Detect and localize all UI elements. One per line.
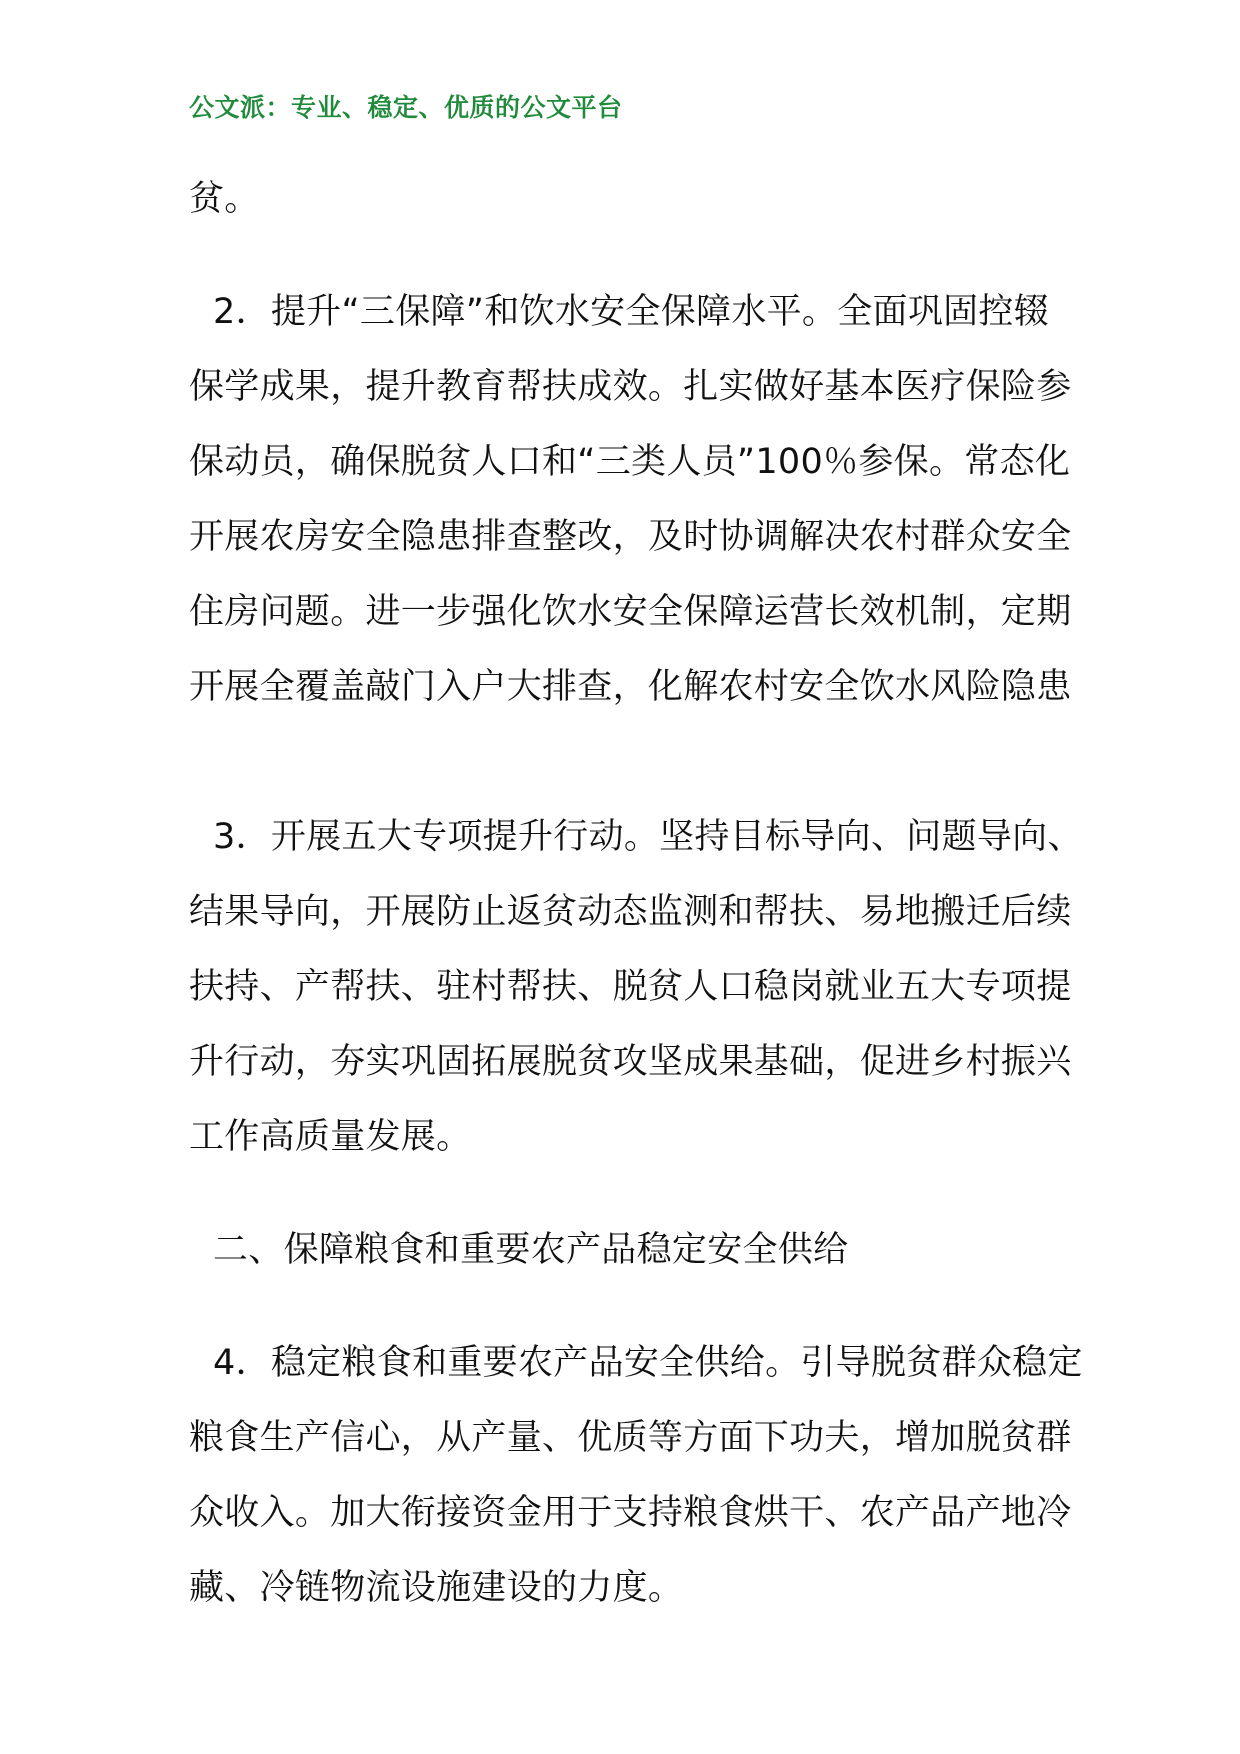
text-line: 4．稳定粮食和重要农产品安全供给。引导脱贫群众稳定 [213, 1343, 1083, 1383]
text-line: 藏、冷链物流设施建设的力度。 [189, 1568, 684, 1608]
text-line: 保动员，确保脱贫人口和“三类人员”100％参保。常态化 [189, 442, 1071, 482]
text-line: 保学成果，提升教育帮扶成效。扎实做好基本医疗保险参 [189, 367, 1072, 407]
paragraph-gap [189, 1181, 1059, 1219]
text-line: 粮食生产信心，从产量、优质等方面下功夫，增加脱贫群 [189, 1418, 1072, 1458]
page-header-brand: 公文派：专业、稳定、优质的公文平台 [189, 93, 623, 122]
document-body [189, 168, 1083, 1632]
paragraph-gap [189, 1294, 1059, 1332]
text-line: 众收入。加大衔接资金用于支持粮食烘干、农产品产地冷 [189, 1493, 1072, 1533]
text-line: 住房问题。进一步强化饮水安全保障运营长效机制，定期 [189, 592, 1072, 632]
paragraph-gap [189, 243, 1059, 281]
text-line: 结果导向，开展防止返贫动态监测和帮扶、易地搬迁后续 [189, 892, 1072, 932]
text-line: 开展全覆盖敲门入户大排查，化解农村安全饮水风险隐患 [189, 667, 1072, 707]
section-heading: 二、保障粮食和重要农产品稳定安全供给 [213, 1230, 849, 1270]
text-line: 升行动，夯实巩固拓展脱贫攻坚成果基础，促进乡村振兴 [189, 1042, 1072, 1082]
text-line: 2．提升“三保障”和饮水安全保障水平。全面巩固控辍 [213, 292, 1050, 332]
text-line: 贫。 [189, 179, 260, 219]
text-line: 开展农房安全隐患排查整改，及时协调解决农村群众安全 [189, 517, 1072, 557]
text-line: 工作高质量发展。 [189, 1117, 472, 1157]
paragraph-gap [189, 731, 1059, 806]
text-line: 3．开展五大专项提升行动。坚持目标导向、问题导向、 [213, 817, 1083, 857]
text-line: 扶持、产帮扶、驻村帮扶、脱贫人口稳岗就业五大专项提 [189, 967, 1072, 1007]
